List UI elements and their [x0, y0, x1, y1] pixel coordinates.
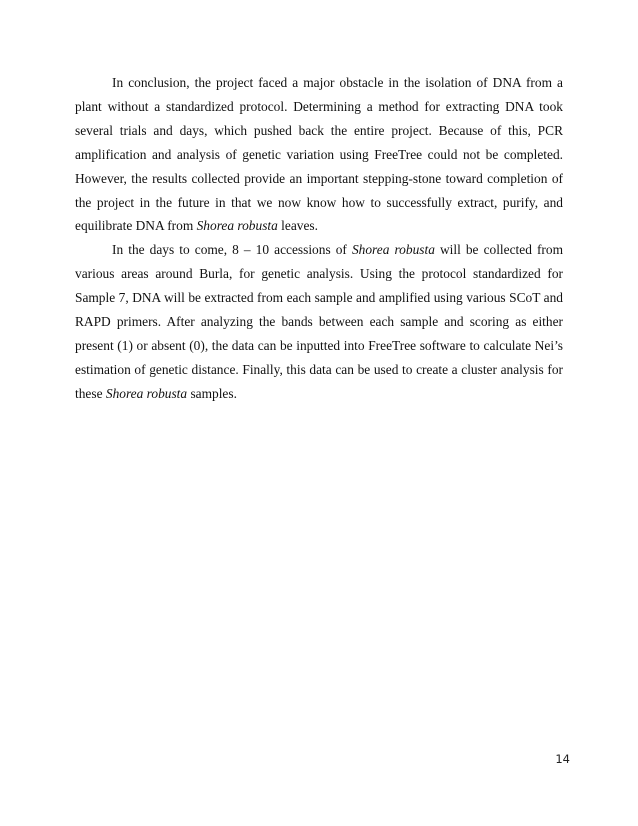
species-name: Shorea robusta: [351, 242, 435, 258]
conclusion-paragraph: [75, 71, 563, 238]
text-run: In the days to come, 8 – 10 accessions of: [112, 242, 352, 258]
text-run: samples.: [187, 385, 237, 401]
body-text: [75, 71, 563, 406]
species-name: Shorea robusta: [196, 218, 278, 234]
species-name: Shorea robusta: [105, 385, 188, 401]
page-number: 14: [555, 752, 570, 766]
text-run: In conclusion, the project faced a major obstacle in the isolation of DNA from a plant without a standardized protocol. Determining a method for extracting DNA took several trials and days, which pushed back the entire project. Because of this, PCR amplification and analysis of genetic variation using FreeTree could not be completed. However, the results collected provide an important stepping-stone toward completion of the project in the future in that we now know how to successfully extract, purify, and equilibrate DNA from: [75, 75, 563, 234]
text-run: leaves.: [277, 218, 318, 234]
text-run: will be collected from various areas around Burla, for genetic analysis. Using the protocol standardized for Sample 7, DNA will be extracted from each sample and amplified using various SCoT and RAPD primers. After analyzing the bands between each sample and scoring as either present (1) or absent (0), the data can be inputted into FreeTree software to calculate Nei’s estimation of genetic distance. Finally, this data can be used to create a cluster analysis for these: [75, 242, 563, 401]
future-work-paragraph: [75, 238, 563, 405]
